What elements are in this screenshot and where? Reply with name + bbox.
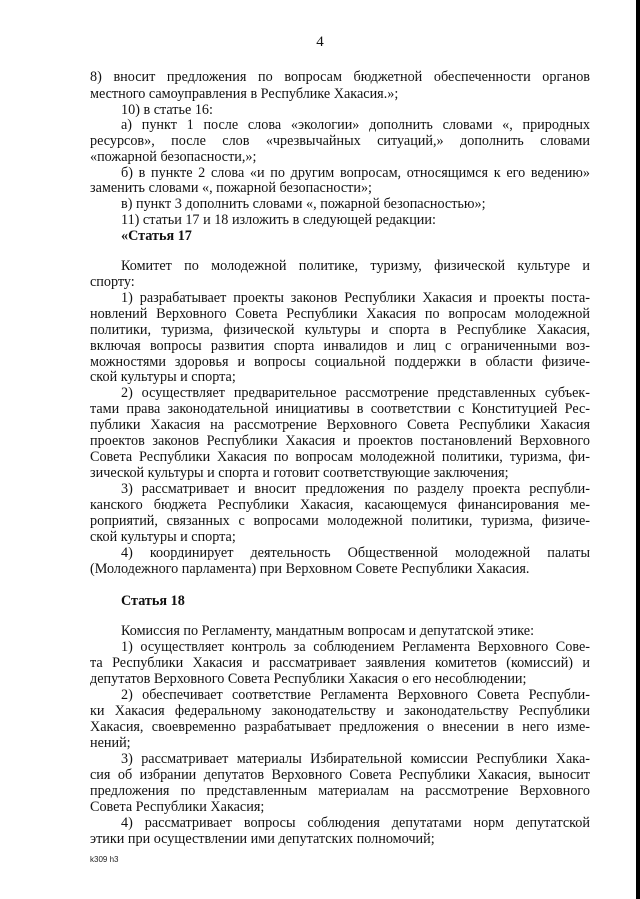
text-line: 4) рассматривает вопросы соблюдения депутатами норм депутатской: [121, 815, 590, 831]
scan-edge: [636, 0, 640, 899]
text-line: 1) осуществляет контроль за соблюдением Регламента Верховного Сове-: [121, 639, 590, 655]
text-line: ской культуры и спорта;: [90, 529, 236, 545]
text-line: сия об избрании депутатов Верховного Совета Республики Хакасия, выносит: [90, 767, 590, 783]
text-line: Совета Республики Хакасия по вопросам молодежной политики, туризма, фи-: [90, 449, 590, 465]
article-heading: «Статья 17: [121, 228, 192, 244]
page-number: 4: [316, 34, 324, 50]
text-line: Комиссия по Регламенту, мандатным вопросам и депутатской этике:: [121, 623, 535, 639]
text-line: 4) координирует деятельность Общественной молодежной палаты: [121, 545, 590, 561]
text-line: новлений Верховного Совета Республики Хакасия по вопросам молодежной: [90, 306, 590, 322]
text-line: канского бюджета Республики Хакасия, касающемуся финансирования ме-: [90, 497, 590, 513]
text-line: депутатов Верховного Совета Республики Хакасия о его несоблюдении;: [90, 671, 527, 687]
text-line: роприятий, связанных с вопросами молодежной политики, туризма, физиче-: [90, 513, 590, 529]
text-line: нений;: [90, 735, 131, 751]
text-line: 2) осуществляет предварительное рассмотрение представленных субъек-: [121, 385, 590, 401]
text-line: ской культуры и спорта;: [90, 369, 236, 385]
text-line: (Молодежного парламента) при Верховном Совете Республики Хакасия.: [90, 561, 530, 577]
text-line: этики при осуществлении ими депутатских полномочий;: [90, 831, 435, 847]
text-line: политики, туризма, физической культуры и спорта в Республике Хакасия,: [90, 322, 590, 338]
text-line: 3) рассматривает материалы Избирательной комиссии Республики Хака-: [121, 751, 590, 767]
text-line: в) пункт 3 дополнить словами «, пожарной безопасностью»;: [121, 196, 486, 212]
text-line: заменить словами «, пожарной безопасности»;: [90, 180, 372, 196]
text-line: зической культуры и спорта и готовит соответствующие заключения;: [90, 465, 509, 481]
text-line: спорту:: [90, 274, 135, 290]
text-line: Совета Республики Хакасия;: [90, 799, 265, 815]
text-line: «пожарной безопасности,»;: [90, 149, 257, 165]
article-heading: Статья 18: [121, 593, 185, 609]
text-line: публики Хакасия на рассмотрение Верховного Совета Республики Хакасия: [90, 417, 590, 433]
text-line: предложения по представленным материалам на рассмотрение Верховного: [90, 783, 590, 799]
text-line: можностями здоровья и вопросы социальной поддержки в области физиче-: [90, 354, 590, 370]
text-line: 8) вносит предложения по вопросам бюджетной обеспеченности органов: [90, 69, 590, 85]
text-line: Хакасия, своевременно разрабатывает предложения о внесении в него изме-: [90, 719, 590, 735]
text-line: та Республики Хакасия и рассматривает заявления комитетов (комиссий) и: [90, 655, 590, 671]
text-line: ки Хакасия федеральному законодательству и законодательству Республики: [90, 703, 590, 719]
text-line: 10) в статье 16:: [121, 102, 213, 118]
text-line: 1) разрабатывает проекты законов Республики Хакасия и проекты поста-: [121, 290, 590, 306]
text-line: Комитет по молодежной политике, туризму, физической культуре и: [121, 258, 590, 274]
text-line: тами права законодательной инициативы в соответствии с Конституцией Рес-: [90, 401, 590, 417]
text-line: 2) обеспечивает соответствие Регламента Верховного Совета Республи-: [121, 687, 590, 703]
footer-code: k309 h3: [90, 855, 119, 864]
text-line: 3) рассматривает и вносит предложения по разделу проекта республи-: [121, 481, 590, 497]
text-line: 11) статьи 17 и 18 изложить в следующей редакции:: [121, 212, 436, 228]
text-line: местного самоуправления в Республике Хакасия.»;: [90, 86, 399, 102]
text-line: проектов законов Республики Хакасия и проектов постановлений Верховного: [90, 433, 590, 449]
text-line: а) пункт 1 после слова «экологии» дополнить словами «, природных: [121, 117, 590, 133]
text-line: включая вопросы развития спорта инвалидов и лиц с ограниченными воз-: [90, 338, 590, 354]
text-line: ресурсов», после слов «чрезвычайных ситуаций,» дополнить словами: [90, 133, 590, 149]
text-line: б) в пункте 2 слова «и по другим вопросам, относящимся к его ведению»: [121, 165, 590, 181]
